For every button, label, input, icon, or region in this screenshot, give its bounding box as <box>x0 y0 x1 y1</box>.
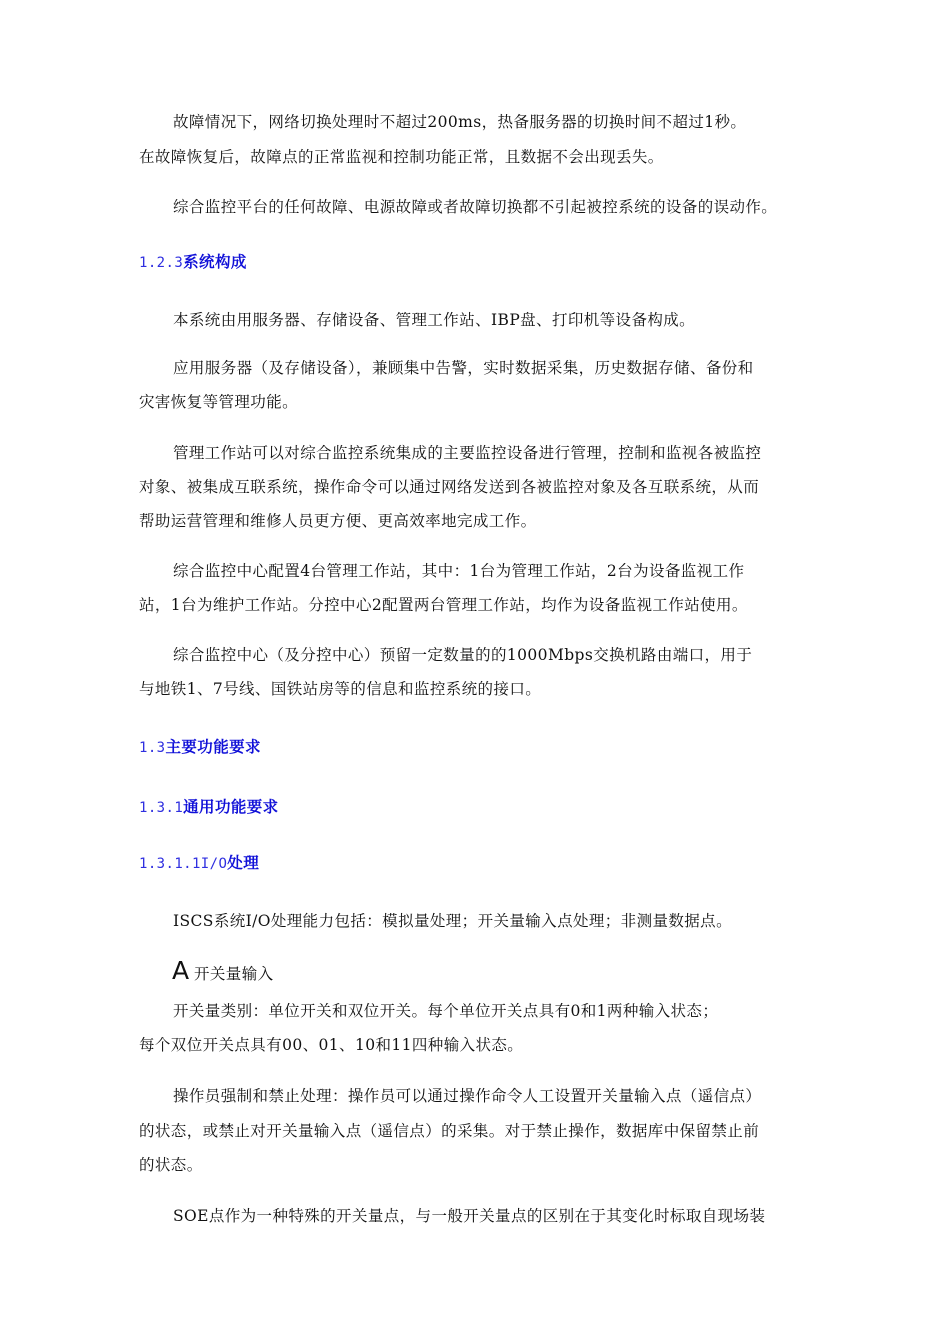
paragraph-line: 开关量类别：单位开关和双位开关。每个单位开关点具有0和1两种输入状态； <box>173 1002 719 1020</box>
paragraph-line: 每个双位开关点具有00、01、10和11四种输入状态。 <box>139 1036 524 1054</box>
paragraph-line: 在故障恢复后，故障点的正常监视和控制功能正常，且数据不会出现丢失。 <box>139 148 664 166</box>
heading-1-2-3 <box>139 252 247 273</box>
paragraph-line: 的状态。 <box>139 1156 203 1174</box>
heading-title: 系统构成 <box>183 253 247 271</box>
list-letter: A <box>172 956 190 985</box>
paragraph-line: 综合监控平台的任何故障、电源故障或者故障切换都不引起被控系统的设备的误动作。 <box>173 198 778 216</box>
heading-title: 主要功能要求 <box>165 738 261 756</box>
paragraph-line: 应用服务器（及存储设备），兼顾集中告警，实时数据采集，历史数据存储、备份和 <box>173 359 754 377</box>
paragraph-line: 帮助运营管理和维修人员更方便、更高效率地完成工作。 <box>139 512 537 530</box>
paragraph-line: 与地铁1、7号线、国铁站房等的信息和监控系统的接口。 <box>139 680 542 698</box>
heading-1-3-1-1 <box>139 853 259 874</box>
paragraph-line: 本系统由用服务器、存储设备、管理工作站、IBP盘、打印机等设备构成。 <box>173 311 696 329</box>
paragraph-line: 综合监控中心配置4台管理工作站，其中：1台为管理工作站，2台为设备监视工作 <box>173 562 745 580</box>
paragraph-line: 的状态，或禁止对开关量输入点（遥信点）的采集。对于禁止操作，数据库中保留禁止前 <box>139 1122 760 1140</box>
paragraph-line: 综合监控中心（及分控中心）预留一定数量的的1000Mbps交换机路由端口，用于 <box>173 646 753 664</box>
heading-1-3-1 <box>139 797 279 818</box>
list-label: 开关量输入 <box>194 965 274 983</box>
heading-title: 处理 <box>227 854 260 872</box>
paragraph-line: 操作员强制和禁止处理：操作员可以通过操作命令人工设置开关量输入点（遥信点） <box>173 1087 762 1105</box>
paragraph-line: ISCS系统I/O处理能力包括：模拟量处理；开关量输入点处理；非测量数据点。 <box>173 912 732 930</box>
paragraph-line: SOE点作为一种特殊的开关量点，与一般开关量点的区别在于其变化时标取自现场装 <box>173 1207 766 1225</box>
heading-number: 1.3 <box>139 740 166 756</box>
heading-title: 通用功能要求 <box>183 798 279 816</box>
paragraph-line: 站，1台为维护工作站。分控中心2配置两台管理工作站，均作为设备监视工作站使用。 <box>139 596 748 614</box>
paragraph-line: 灾害恢复等管理功能。 <box>139 393 299 411</box>
heading-number: 1.3.1 <box>139 800 184 816</box>
heading-number: 1.3.1.1I/O <box>139 856 228 872</box>
heading-number: 1.2.3 <box>139 255 184 271</box>
heading-1-3 <box>139 737 261 758</box>
paragraph-line: 对象、被集成互联系统，操作命令可以通过网络发送到各被监控对象及各互联系统，从而 <box>139 478 760 496</box>
paragraph-line: 管理工作站可以对综合监控系统集成的主要监控设备进行管理，控制和监视各被监控 <box>173 444 762 462</box>
paragraph-line: 故障情况下，网络切换处理时不超过200ms，热备服务器的切换时间不超过1秒。 <box>173 113 747 131</box>
